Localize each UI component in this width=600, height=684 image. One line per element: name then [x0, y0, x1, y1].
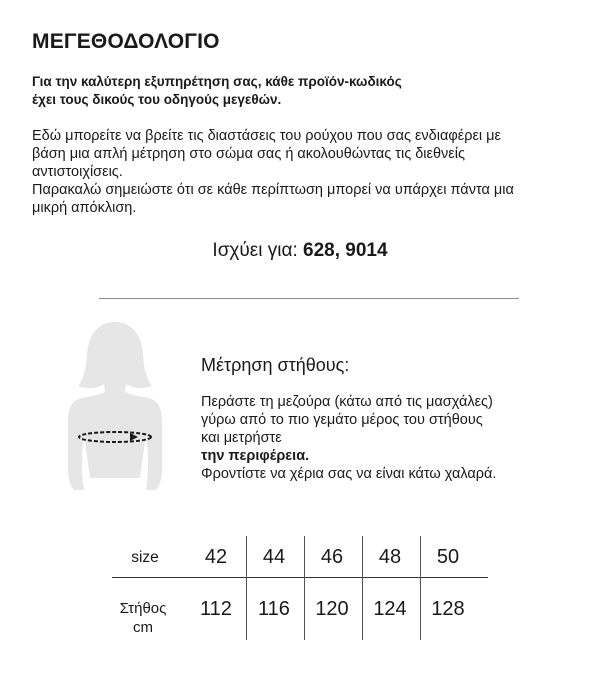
chest-value: 120 [315, 598, 349, 620]
measurement-line [201, 429, 561, 465]
measurement-line-prefix: και μετρήστε [201, 430, 282, 446]
size-value: 42 [204, 546, 228, 568]
size-table [110, 530, 490, 645]
measurement-line: Περάστε τη μεζούρα (κάτω από τις μασχάλες) [201, 394, 493, 410]
intro-line: μικρή απόκλιση. [32, 200, 137, 216]
measurement-title: Μέτρηση στήθους: [201, 355, 350, 375]
chest-row-label-line: Στήθος [119, 600, 167, 617]
chest-value: 124 [373, 598, 407, 620]
valid-for-label: Ισχύει για: [212, 240, 304, 261]
page-title: ΜΕΓΕΘΟΔΟΛΟΓΙΟ [32, 30, 220, 53]
chest-row-label [110, 599, 176, 637]
table-column-divider [362, 536, 363, 640]
table-column-divider [304, 536, 305, 640]
valid-for [0, 240, 600, 262]
size-value: 48 [378, 546, 402, 568]
valid-for-codes: 628, 9014 [303, 240, 388, 261]
measurement-instructions [201, 393, 561, 483]
table-column-divider [246, 536, 247, 640]
chest-row-label-unit: cm [133, 619, 153, 636]
chest-value: 128 [431, 598, 465, 620]
chest-value: 112 [200, 598, 232, 620]
size-header-label: size [131, 549, 159, 566]
intro-text [32, 127, 562, 217]
intro-bold-line: έχει τους δικούς του οδηγούς μεγεθών. [32, 92, 282, 107]
body-silhouette-icon [60, 318, 170, 490]
size-value: 50 [436, 546, 460, 568]
measurement-line: γύρω από το πιο γεμάτο μέρος του στήθους [201, 412, 483, 428]
measurement-line-bold: την περιφέρεια. [201, 448, 310, 464]
intro-line: αντιστοιχίσεις. [32, 164, 123, 180]
size-value: 44 [262, 546, 286, 568]
chest-value: 116 [258, 598, 290, 620]
table-column-divider [420, 536, 421, 640]
intro-bold-text [32, 73, 532, 109]
intro-line: βάση μια απλή μέτρηση στο σώμα σας ή ακολουθώντας τις διεθνείς [32, 146, 465, 162]
size-value: 46 [320, 546, 344, 568]
intro-line: Εδώ μπορείτε να βρείτε τις διαστάσεις του ρούχου που σας ενδιαφέρει με [32, 128, 502, 144]
measurement-line: Φροντίστε να χέρια σας να είναι κάτω χαλαρά. [201, 466, 497, 482]
intro-line: Παρακαλώ σημειώστε ότι σε κάθε περίπτωση μπορεί να υπάρχει πάντα μια [32, 182, 514, 198]
divider [99, 298, 519, 299]
table-header-divider [112, 577, 488, 578]
intro-bold-line: Για την καλύτερη εξυπηρέτηση σας, κάθε προϊόν-κωδικός [32, 74, 402, 89]
